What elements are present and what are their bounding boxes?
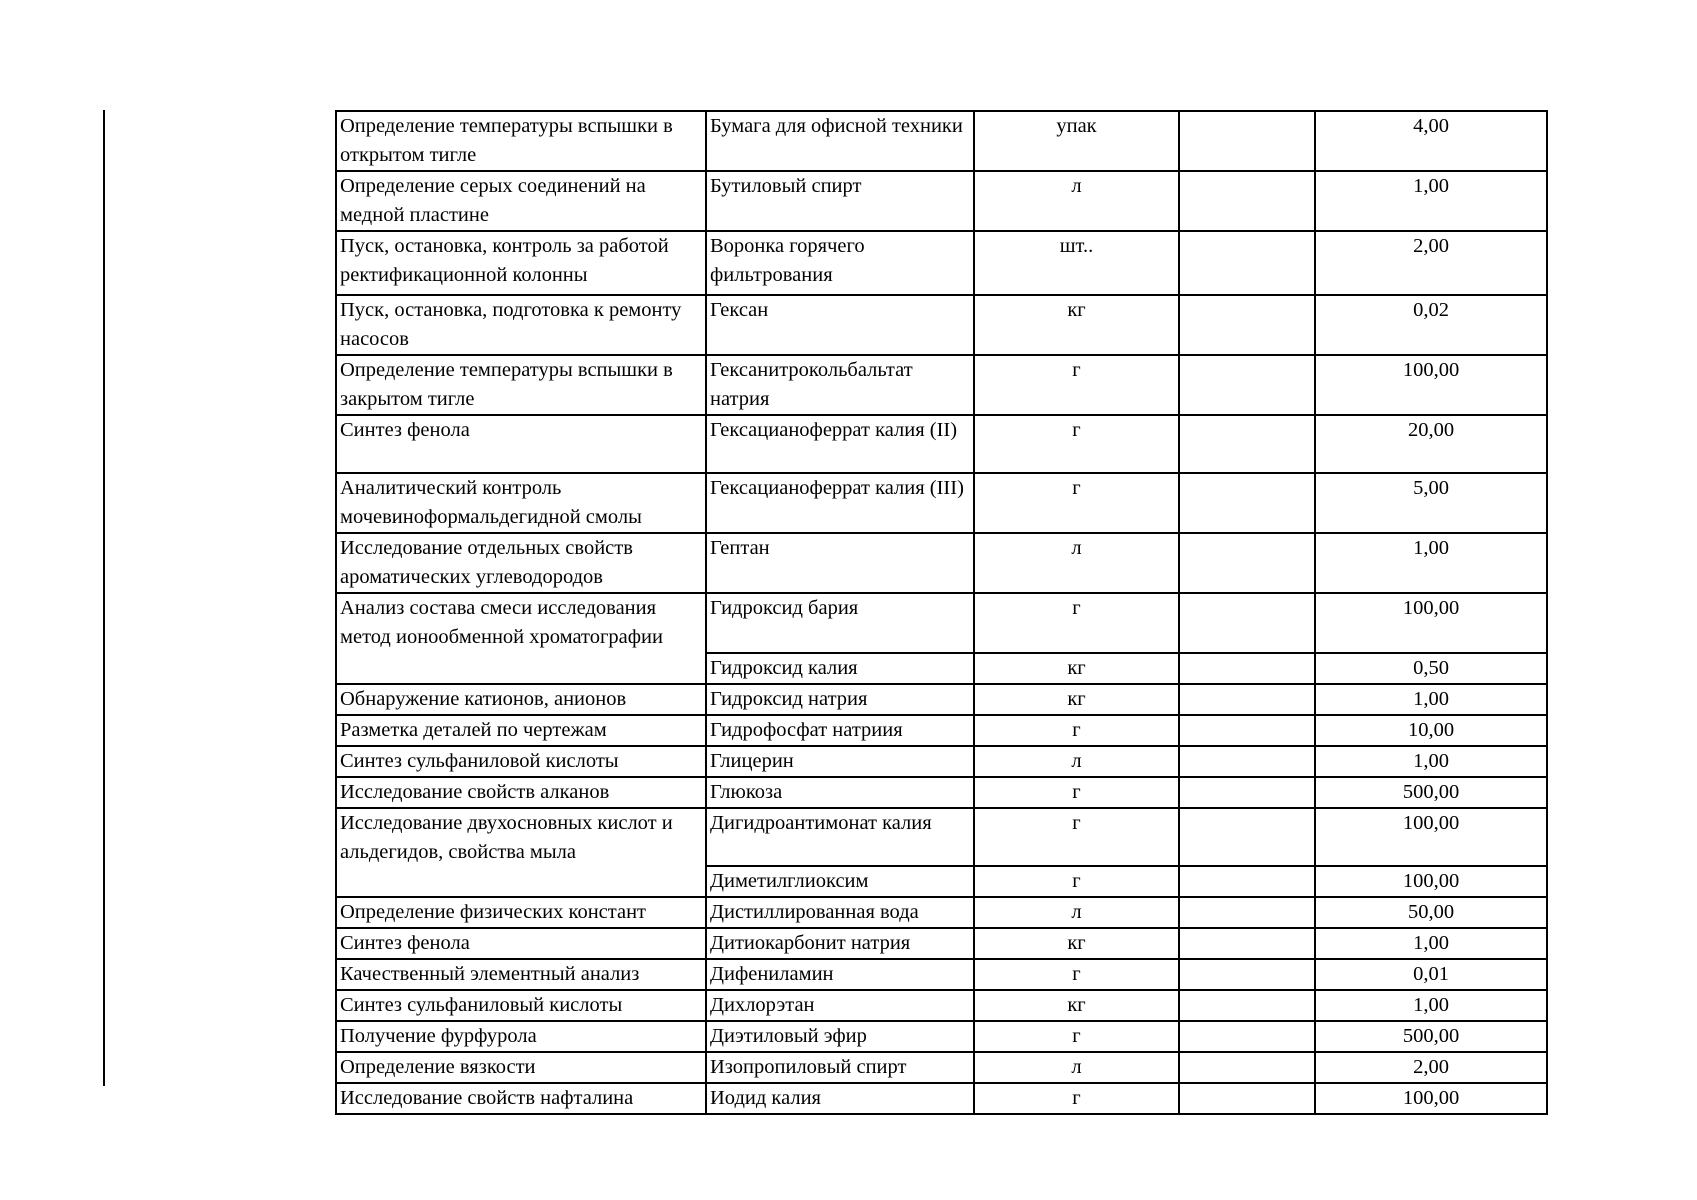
empty-cell [1179, 746, 1315, 777]
empty-cell [1179, 808, 1315, 866]
material-cell: Гидроксид калия [706, 653, 974, 684]
qty-cell: 1,00 [1315, 533, 1547, 593]
table-row [336, 355, 1547, 415]
work-cell: Синтез сульфаниловый кислоты [336, 990, 706, 1021]
work-cell: Синтез фенола [336, 928, 706, 959]
qty-cell: 2,00 [1315, 1052, 1547, 1083]
work-cell: Синтез фенола [336, 415, 706, 473]
material-cell: Дихлорэтан [706, 990, 974, 1021]
empty-cell [1179, 897, 1315, 928]
empty-cell [1179, 928, 1315, 959]
empty-cell [1179, 231, 1315, 295]
empty-cell [1179, 777, 1315, 808]
table-row [336, 1052, 1547, 1083]
table-row [336, 171, 1547, 231]
material-cell: Гидрофосфат натриия [706, 715, 974, 746]
qty-cell: 1,00 [1315, 684, 1547, 715]
material-cell: Гексацианоферрат калия (III) [706, 473, 974, 533]
empty-cell [1179, 715, 1315, 746]
work-cell: Пуск, остановка, подготовка к ремонту насосов [336, 295, 706, 355]
table-row [336, 897, 1547, 928]
unit-cell: упак [974, 111, 1179, 171]
unit-cell: кг [974, 295, 1179, 355]
unit-cell: шт.. [974, 231, 1179, 295]
empty-cell [1179, 415, 1315, 473]
qty-cell: 1,00 [1315, 990, 1547, 1021]
material-cell: Гексанитрокольбальтат натрия [706, 355, 974, 415]
material-cell: Диэтиловый эфир [706, 1021, 974, 1052]
table-row [336, 746, 1547, 777]
qty-cell: 20,00 [1315, 415, 1547, 473]
work-cell: Пуск, остановка, контроль за работой ректификационной колонны [336, 231, 706, 295]
qty-cell: 0,02 [1315, 295, 1547, 355]
work-cell: Разметка деталей по чертежам [336, 715, 706, 746]
table-row [336, 684, 1547, 715]
empty-cell [1179, 866, 1315, 897]
table-row [336, 928, 1547, 959]
table-row [336, 295, 1547, 355]
work-cell: Определение серых соединений на медной пластине [336, 171, 706, 231]
qty-cell: 5,00 [1315, 473, 1547, 533]
empty-cell [1179, 684, 1315, 715]
margin-line [103, 110, 105, 1086]
qty-cell: 500,00 [1315, 777, 1547, 808]
unit-cell: кг [974, 653, 1179, 684]
material-cell: Дистиллированная вода [706, 897, 974, 928]
table-row [336, 715, 1547, 746]
material-cell: Диметилглиоксим [706, 866, 974, 897]
table-row [336, 533, 1547, 593]
work-cell: Исследование свойств нафталина [336, 1083, 706, 1114]
qty-cell: 50,00 [1315, 897, 1547, 928]
material-cell: Глюкоза [706, 777, 974, 808]
materials-table [335, 110, 1548, 1115]
qty-cell: 1,00 [1315, 928, 1547, 959]
unit-cell: л [974, 1052, 1179, 1083]
empty-cell [1179, 295, 1315, 355]
work-cell: Исследование свойств алканов [336, 777, 706, 808]
material-cell: Дитиокарбонит натрия [706, 928, 974, 959]
unit-cell: г [974, 355, 1179, 415]
unit-cell: кг [974, 990, 1179, 1021]
unit-cell: г [974, 415, 1179, 473]
work-cell: Качественный элементный анализ [336, 959, 706, 990]
material-cell: Глицерин [706, 746, 974, 777]
table-row [336, 593, 1547, 653]
work-cell: Исследование отдельных свойств ароматических углеводородов [336, 533, 706, 593]
work-cell: Получение фурфурола [336, 1021, 706, 1052]
empty-cell [1179, 959, 1315, 990]
unit-cell: л [974, 171, 1179, 231]
table-row [336, 415, 1547, 473]
work-cell: Определение физических констант [336, 897, 706, 928]
work-cell: Определение вязкости [336, 1052, 706, 1083]
qty-cell: 100,00 [1315, 1083, 1547, 1114]
work-cell: Аналитический контроль мочевиноформальдегидной смолы [336, 473, 706, 533]
material-cell: Бутиловый спирт [706, 171, 974, 231]
material-cell: Гексан [706, 295, 974, 355]
material-cell: Воронка горячего фильтрования [706, 231, 974, 295]
work-cell: Исследование двухосновных кислот и альдегидов, свойства мыла [336, 808, 706, 897]
qty-cell: 100,00 [1315, 355, 1547, 415]
qty-cell: 500,00 [1315, 1021, 1547, 1052]
unit-cell: л [974, 533, 1179, 593]
empty-cell [1179, 111, 1315, 171]
unit-cell: г [974, 715, 1179, 746]
table-row [336, 111, 1547, 171]
empty-cell [1179, 593, 1315, 653]
table-row [336, 990, 1547, 1021]
empty-cell [1179, 653, 1315, 684]
unit-cell: г [974, 959, 1179, 990]
work-cell: Синтез сульфаниловой кислоты [336, 746, 706, 777]
empty-cell [1179, 1052, 1315, 1083]
work-cell: Определение температуры вспышки в закрытом тигле [336, 355, 706, 415]
table-row [336, 1083, 1547, 1114]
work-cell: Анализ состава смеси исследования метод ионообменной хроматографии [336, 593, 706, 684]
unit-cell: кг [974, 928, 1179, 959]
work-cell: Определение температуры вспышки в открытом тигле [336, 111, 706, 171]
empty-cell [1179, 355, 1315, 415]
material-cell: Гексацианоферрат калия (II) [706, 415, 974, 473]
material-cell: Гидроксид бария [706, 593, 974, 653]
qty-cell: 0,50 [1315, 653, 1547, 684]
unit-cell: г [974, 777, 1179, 808]
table-row [336, 959, 1547, 990]
material-cell: Дигидроантимонат калия [706, 808, 974, 866]
material-cell: Изопропиловый спирт [706, 1052, 974, 1083]
unit-cell: г [974, 1021, 1179, 1052]
unit-cell: кг [974, 684, 1179, 715]
table-row [336, 808, 1547, 866]
qty-cell: 100,00 [1315, 808, 1547, 866]
material-cell: Бумага для офисной техники [706, 111, 974, 171]
material-cell: Дифениламин [706, 959, 974, 990]
unit-cell: л [974, 897, 1179, 928]
qty-cell: 10,00 [1315, 715, 1547, 746]
empty-cell [1179, 1021, 1315, 1052]
qty-cell: 4,00 [1315, 111, 1547, 171]
table-row [336, 777, 1547, 808]
material-cell: Гидроксид натрия [706, 684, 974, 715]
unit-cell: г [974, 473, 1179, 533]
qty-cell: 1,00 [1315, 171, 1547, 231]
qty-cell: 1,00 [1315, 746, 1547, 777]
table-row [336, 1021, 1547, 1052]
empty-cell [1179, 990, 1315, 1021]
qty-cell: 2,00 [1315, 231, 1547, 295]
work-cell: Обнаружение катионов, анионов [336, 684, 706, 715]
unit-cell: г [974, 866, 1179, 897]
table-row [336, 473, 1547, 533]
unit-cell: г [974, 593, 1179, 653]
unit-cell: г [974, 808, 1179, 866]
material-cell: Иодид калия [706, 1083, 974, 1114]
qty-cell: 100,00 [1315, 593, 1547, 653]
table-row [336, 231, 1547, 295]
unit-cell: г [974, 1083, 1179, 1114]
empty-cell [1179, 533, 1315, 593]
qty-cell: 0,01 [1315, 959, 1547, 990]
unit-cell: л [974, 746, 1179, 777]
empty-cell [1179, 171, 1315, 231]
material-cell: Гептан [706, 533, 974, 593]
empty-cell [1179, 1083, 1315, 1114]
qty-cell: 100,00 [1315, 866, 1547, 897]
empty-cell [1179, 473, 1315, 533]
